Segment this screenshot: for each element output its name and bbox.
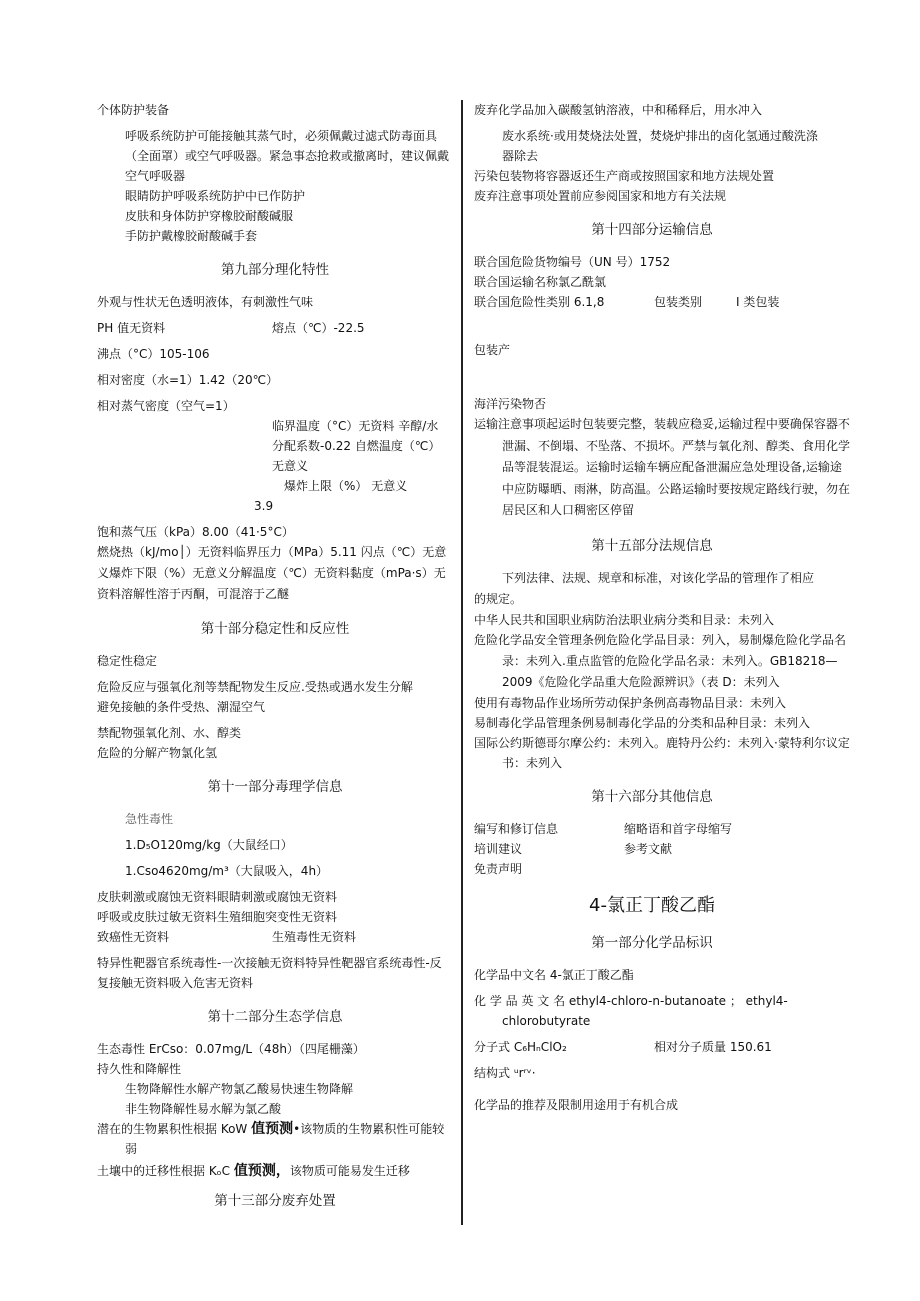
- transport-notes: 运输注意事项起运时包装要完整，装载应稳妥,运输过程中要确保容器不泄漏、不倒塌、不坠落、不损坏。严禁与氧化剂、醇类、食用化学品等混装混运。运输时运输车辆应配备泄漏应急处理设备,运输途中应防曝晒、雨淋，防高温。公路运输时要按规定路线行驶，勿在居民区和人口稠密区停留: [474, 417, 851, 517]
- toxic-substances: 使用有毒物品作业场所劳动保护条例高毒物品目录：未列入: [474, 695, 787, 710]
- left-column: [97, 100, 453, 1223]
- vapor-density: 相对蒸气密度（空气=1）: [97, 399, 235, 413]
- hazard-class: 联合国危险性类别 6.1,8: [474, 295, 605, 309]
- skin-eye-irritation: 皮肤刺激或腐蚀无资料眼睛刺激或腐蚀无资料: [97, 890, 338, 904]
- stability: 稳定性稳定: [97, 654, 158, 668]
- value-3-9: 3.9: [254, 499, 274, 513]
- biodegradability: 生物降解性水解产物氯乙酸易快速生物降解: [125, 1082, 354, 1096]
- section-11-title: 第十一部分毒理学信息: [207, 779, 343, 795]
- abbreviations: 缩略语和首字母缩写: [624, 821, 733, 836]
- abiotic-degradation: 非生物降解性易水解为氯乙酸: [125, 1102, 282, 1116]
- column-divider: [461, 100, 463, 1225]
- acute-toxicity: 急性毒性: [125, 812, 174, 826]
- incompatible-materials: 禁配物强氧化剂、水、醇类: [97, 726, 242, 740]
- international-conventions: 国际公约斯德哥尔摩公约：未列入。鹿特丹公约：未列入·蒙特利尔议定书：未列入: [474, 735, 850, 770]
- un-shipping-name: 联合国运输名称氯乙酰氯: [474, 275, 607, 289]
- conditions-to-avoid: 避免接触的条件受热、潮湿空气: [97, 700, 266, 714]
- other-info-row-1: [474, 819, 830, 839]
- chemical-name-cn: 化学品中文名 4-氯正丁酸乙酯: [474, 967, 634, 982]
- un-number: 联合国危险货物编号（UN 号）1752: [474, 255, 671, 269]
- section-15-title: 第十五部分法规信息: [591, 537, 713, 554]
- right-column: [474, 100, 851, 1115]
- ppe-respiratory-text: 呼吸系统防护可能接触其蒸气时，必须佩戴过滤式防毒面具（全面罩）或空气呼吸器。紧急事态抢救或撤离时，建议佩戴空气呼吸器: [125, 129, 450, 183]
- sensitization-mutagenicity: 呼吸或皮肤过敏无资料生殖细胞突变性无资料: [97, 910, 338, 924]
- compound-title: 4-氯正丁酸乙酯: [589, 894, 715, 916]
- soil-mobility: [97, 1159, 453, 1183]
- references: 参考文献: [624, 841, 673, 856]
- revision-info: 编写和修订信息: [474, 821, 559, 836]
- persistence: 持久性和降解性: [97, 1062, 182, 1076]
- ppe-skin: 皮肤和身体防护穿橡胶耐酸碱服: [125, 209, 294, 223]
- other-info-row-2: [474, 839, 830, 859]
- ppe-respiratory: [97, 126, 453, 186]
- packing-group-value: I 类包装: [736, 295, 780, 309]
- hazardous-reaction: 危险反应与强氧化剂等禁配物发生反应.受热或遇水发生分解: [97, 680, 413, 694]
- part-1-title: 第一部分化学品标识: [591, 934, 713, 951]
- waste-notes: 废弃注意事项处置前应参阅国家和地方有关法规: [474, 189, 727, 203]
- soil-text-a: 土壤中的迁移性根据 KₒC: [97, 1164, 234, 1178]
- bioacc-text-a: 潜在的生物累积性根据 KoW: [97, 1122, 252, 1136]
- section-9-title: 第九部分理化特性: [221, 262, 329, 278]
- ld50: 1.D₅O120mg/kg（大鼠经口）: [125, 838, 293, 852]
- class-row: [474, 292, 830, 312]
- carc-repro-row: [97, 927, 453, 947]
- disclaimer: 免责声明: [474, 861, 523, 876]
- recommended-use: 化学品的推荐及限制用途用于有机合成: [474, 1097, 679, 1112]
- molecular-weight: 相对分子质量 150.61: [654, 1039, 772, 1054]
- ecotoxicity: 生态毒性 ErCso：0.07mg/L（48h）（四尾栅藻）: [97, 1042, 365, 1056]
- packing-group-label: 包装类别: [654, 295, 703, 309]
- structure-formula: 结构式 ᵘrʳᵛ·: [474, 1065, 536, 1080]
- packaging: 包装产: [474, 343, 511, 357]
- boiling-point: 沸点（°C）105-106: [97, 347, 210, 361]
- bioacc-text-b: 值预测: [251, 1121, 294, 1137]
- molecular-formula: 分子式 C₆HₙClO₂: [474, 1039, 567, 1054]
- vapor-pressure: 饱和蒸气压（kPa）8.00（41·5°C）: [97, 525, 294, 539]
- ppe-eye: 眼睛防护呼吸系统防护中已作防护: [125, 189, 306, 203]
- melting-point: 熔点（℃）-22.5: [272, 321, 365, 335]
- relative-density: 相对密度（水=1）1.42（20℃）: [97, 373, 279, 387]
- marine-pollutant: 海洋污染物否: [474, 397, 547, 411]
- ph-value: PH 值无资料: [97, 321, 166, 335]
- section-13-title: 第十三部分废弃处置: [214, 1193, 336, 1209]
- upper-explosive-limit: 爆炸上限（%） 无意义: [284, 479, 408, 493]
- section-12-title: 第十二部分生态学信息: [207, 1009, 343, 1025]
- waste-water: 废水系统·或用焚烧法处置，焚烧炉排出的卤化氢通过酸洗涤器除去: [502, 129, 818, 163]
- decomposition-products: 危险的分解产物氯化氢: [97, 746, 218, 760]
- carcinogenicity: 致癌性无资料: [97, 930, 170, 944]
- ph-mp-row: [97, 318, 453, 338]
- bioacc-text-c: •该物质的生物累积性可能较弱: [125, 1122, 445, 1156]
- stot: 特异性靶器官系统毒性-一次接触无资料特异性靶器官系统毒性-反复接触无资料吸入危害无资料: [97, 956, 442, 990]
- critical-temp-block: 临界温度（°C）无资料 辛醇/水分配系数-0.22 自燃温度（℃）无意义: [272, 419, 441, 473]
- ppe-title: 个体防护装备: [97, 103, 170, 117]
- soil-text-c: 该物质可能易发生迁移: [289, 1164, 410, 1178]
- precursor-chemicals: 易制毒化学品管理条例易制毒化学品的分类和品种目录：未列入: [474, 715, 811, 730]
- soil-text-b: 值预测，: [233, 1163, 290, 1179]
- appearance: 外观与性状无色透明液体，有刺激性气味: [97, 295, 314, 309]
- formula-row: [474, 1037, 830, 1057]
- hazardous-chemicals: 危险化学品安全管理条例危险化学品目录：列入，易制爆危险化学品名录：未列入.重点监管的危险化学品名录：未列入。GB18218—2009《危险化学品重大危险源辨识》（表 D：未列入: [474, 632, 847, 689]
- section-10-title: 第十部分稳定性和反应性: [200, 621, 350, 637]
- physical-misc: 燃烧热（kJ/mo│）无资料临界压力（MPa）5.11 闪点（℃）无意义爆炸下限（%）无意义分解温度（℃）无资料黏度（mPa·s）无资料溶解性溶于丙酮，可混溶于乙醚: [97, 545, 447, 601]
- chemical-name-en: 化 学 品 英 文 名 ethyl4-chloro-n-butanoate ； ethyl4-chlorobutyrate: [474, 993, 788, 1028]
- waste-chemical: 废弃化学品加入碳酸氢钠溶液，中和稀释后，用水冲入: [474, 103, 763, 117]
- waste-packaging: 污染包装物将容器返还生产商或按照国家和地方法规处置: [474, 169, 775, 183]
- section-14-title: 第十四部分运输信息: [591, 222, 713, 238]
- occupational-disease: 中华人民共和国职业病防治法职业病分类和目录：未列入: [474, 612, 775, 627]
- section-16-title: 第十六部分其他信息: [591, 788, 713, 805]
- reproductive-toxicity: 生殖毒性无资料: [272, 930, 357, 944]
- ppe-hand: 手防护戴橡胶耐酸碱手套: [125, 229, 258, 243]
- lc50: 1.Cso4620mg/m³（大鼠吸入，4h）: [125, 864, 329, 878]
- regulation-intro: 下列法律、法规、规章和标准，对该化学品的管理作了相应的规定。: [474, 570, 815, 606]
- training-advice: 培训建议: [474, 841, 523, 856]
- bioaccumulation: [97, 1119, 455, 1159]
